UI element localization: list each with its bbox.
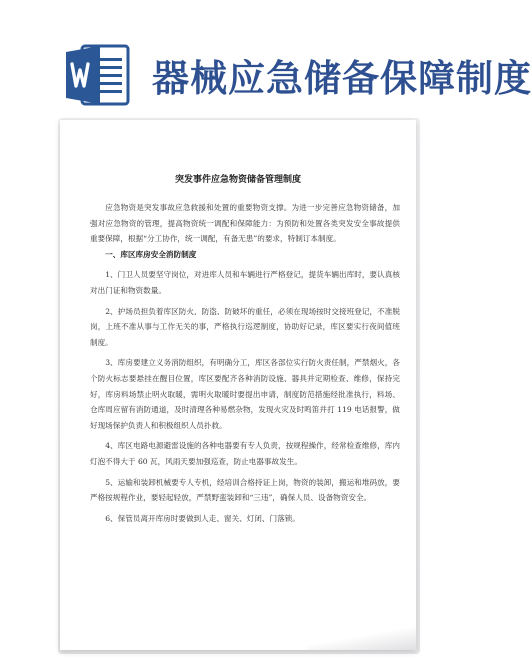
document-title: 突发事件应急物资储备管理制度: [174, 175, 301, 185]
paragraph-item-6: 6、保管员离开库房时要做到人走、窗关、灯闭、门落锁。: [105, 513, 300, 523]
paragraph-item-1: 1、门卫人员要坚守岗位，对进库人员和车辆进行严格登记，提货车辆出库时，要认真核对出门证和物资数量。: [90, 270, 400, 295]
paragraph-intro: 应急物资是突发事故应急救援和处置的重要物资支撑。为进一步完善应急物资储备，加强对应急物资的管理，提高物资统一调配和保障能力：为预防和处置各类突发安全事故提供重要保障，根据“分工协作，统一调配，有备无患”的要求，特制订本制度。: [90, 203, 400, 244]
paragraph-item-5: 5、运输和装卸机械要专人专机，经培训合格持证上岗，物资的装卸，搬运和堆码放，要严格按规程作业，要轻起轻放，严禁野蛮装卸和“三违”，确保人员、设备物资安全。: [90, 477, 400, 503]
paragraph-item-3: 3、库房要建立义务消防组织，有明确分工，库区各部位实行防火责任制，严禁烟火，各个防火标志要悬挂在醒目位置，库区要配齐各种消防设施、器具并定期检查、维修，保持完好，库房料场禁止明火取暖，需明火取暖时要提出申请，制度防范措施经批准执行，料场、仓库周应留有消防通道，及时清理各种易燃杂物，发现火灾及时鸣笛并打 119 电话报警，做好现场保护负责人和积极组织人员扑救。: [90, 358, 400, 430]
paper-curl: [306, 625, 416, 650]
word-document-icon: [64, 40, 134, 110]
document-body: [90, 200, 400, 526]
paragraph-item-4: 4、库区电路电源避雷设施的各种电器要有专人负责，按规程操作，经常检查维修，库内灯泡不得大于 60 瓦，风雨天要加强巡查，防止电器事故发生。: [90, 441, 400, 466]
section-heading: 一、库区库房安全消防制度: [105, 249, 197, 259]
header: [0, 0, 532, 120]
header-title: 器械应急储备保障制度: [152, 57, 532, 100]
document-page: [60, 120, 416, 650]
paragraph-item-2: 2、护场员担负着库区防火、防盗、防破坏的重任，必须在现场按时交接班登记，不准脱岗，上班不准从事与工作无关的事，严格执行巡逻制度，协助好记录，库区要实行夜间值班制度。: [90, 306, 400, 347]
